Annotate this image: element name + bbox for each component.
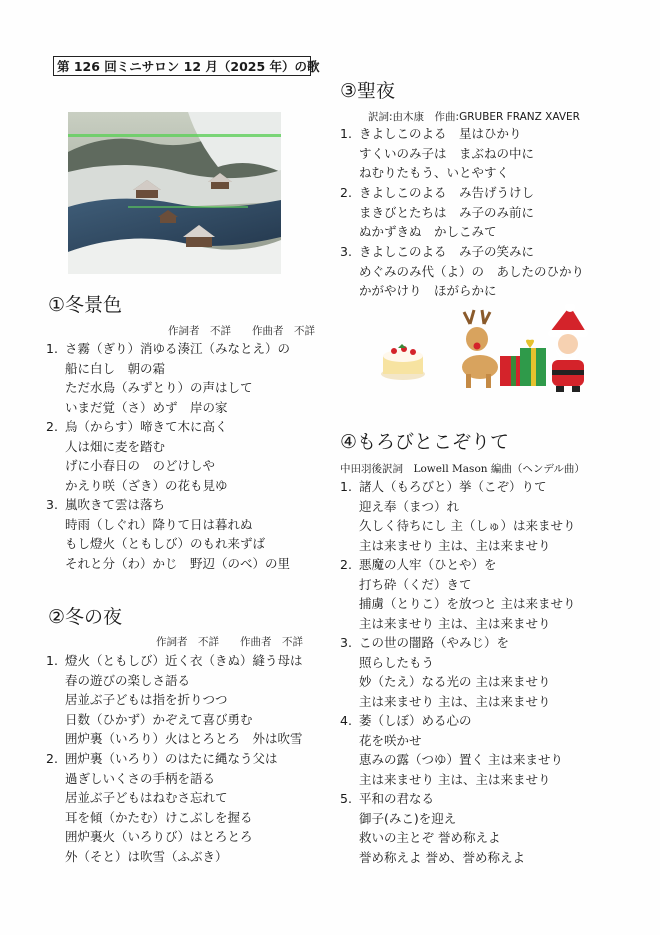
verse: 1. さ霧（ぎり）消ゆる湊江（みなとえ）の 船に白し 朝の霜 ただ水鳥（みずとり）の声はして いまだ覚（さ）めず 岸の家 [46, 341, 291, 415]
page-title: 第 126 回ミニサロン 12 月（2025 年）の歌 [53, 56, 311, 76]
verse: 3. 嵐吹きて雲は落ち 時雨（しぐれ）降りて日は暮れぬ もし燈火（ともしび）のもれ来ずば それと分（わ）かじ 野辺（のべ）の里 [46, 497, 291, 571]
song-title: ④もろびとこぞりて [340, 431, 510, 453]
verse: 2. 囲炉裏（いろり）のはたに縄なう父は 過ぎしいくさの手柄を語る 居並ぶ子どもはねむさ忘れて 耳を傾（かたむ）けこぶしを握る 囲炉裏火（いろりび）はとろとろ 外（そと）は吹雪（ふぶき） [46, 751, 278, 864]
snowy-village-photo [68, 112, 281, 274]
santa-claus-icon [548, 304, 588, 392]
song-title: ②冬の夜 [48, 606, 123, 628]
verse: 2. きよしこのよる み告げうけし まきびとたちは み子のみ前に ぬかずきぬ かしこみて [340, 185, 535, 240]
verse: 3. きよしこのよる み子の笑みに めぐみのみ代（よ）の あしたのひかり かがやけり ほがらかに [340, 244, 585, 299]
song-title: ③聖夜 [340, 80, 396, 102]
verse: 4. 萎（しぼ）める心の 花を咲かせ 恵みの露（つゆ）置く 主は来ませり 主は来ませり 主は、主は来ませり [340, 713, 563, 787]
verse: 5. 平和の君なる 御子(みこ)を迎え 救いの主とぞ 誉め称えよ 誉め称えよ 誉め、誉め称えよ [340, 791, 525, 865]
verse: 1. 燈火（ともしび）近く衣（きぬ）縫う母は 春の遊びの楽しさ語る 居並ぶ子どもは指を折りつつ 日数（ひかず）かぞえて喜び勇む 囲炉裏（いろり）火はとろとろ 外は吹雪 [46, 653, 303, 747]
song-credit: 作詞者 不詳 作曲者 不詳 [156, 636, 303, 648]
song-credit: 作詞者 不詳 作曲者 不詳 [168, 325, 315, 337]
verse: 2. 悪魔の人牢（ひとや）を 打ち砕（くだ）きて 捕虜（とりこ）を放つと 主は来ませり 主は来ませり 主は、主は来ませり [340, 557, 576, 631]
song-credit: 中田羽後訳詞 Lowell Mason 編曲（ヘンデル曲） [340, 463, 585, 475]
gift-boxes-icon [500, 340, 546, 386]
verse: 2. 烏（からす）啼きて木に高く 人は畑に麦を踏む げに小春日の のどけしや かえり咲（ざき）の花も見ゆ [46, 419, 228, 493]
song-title: ①冬景色 [48, 294, 123, 316]
reindeer-icon [462, 310, 498, 388]
song-credit: 訳詞:由木康 作曲:GRUBER FRANZ XAVER [368, 111, 580, 123]
christmas-illustrations [380, 304, 595, 394]
christmas-cake-icon [381, 344, 425, 380]
verse: 1. きよしこのよる 星はひかり すくいのみ子は まぶねの中に ねむりたもう、いとやすく [340, 126, 535, 181]
verse: 3. この世の闇路（やみじ）を 照らしたもう 妙（たえ）なる光の 主は来ませり 主は来ませり 主は、主は来ませり [340, 635, 551, 709]
verse: 1. 諸人（もろびと）挙（こぞ）りて 迎え奉（まつ）れ 久しく待ちにし 主（しゅ）は来ませり 主は来ませり 主は、主は来ませり [340, 479, 576, 553]
